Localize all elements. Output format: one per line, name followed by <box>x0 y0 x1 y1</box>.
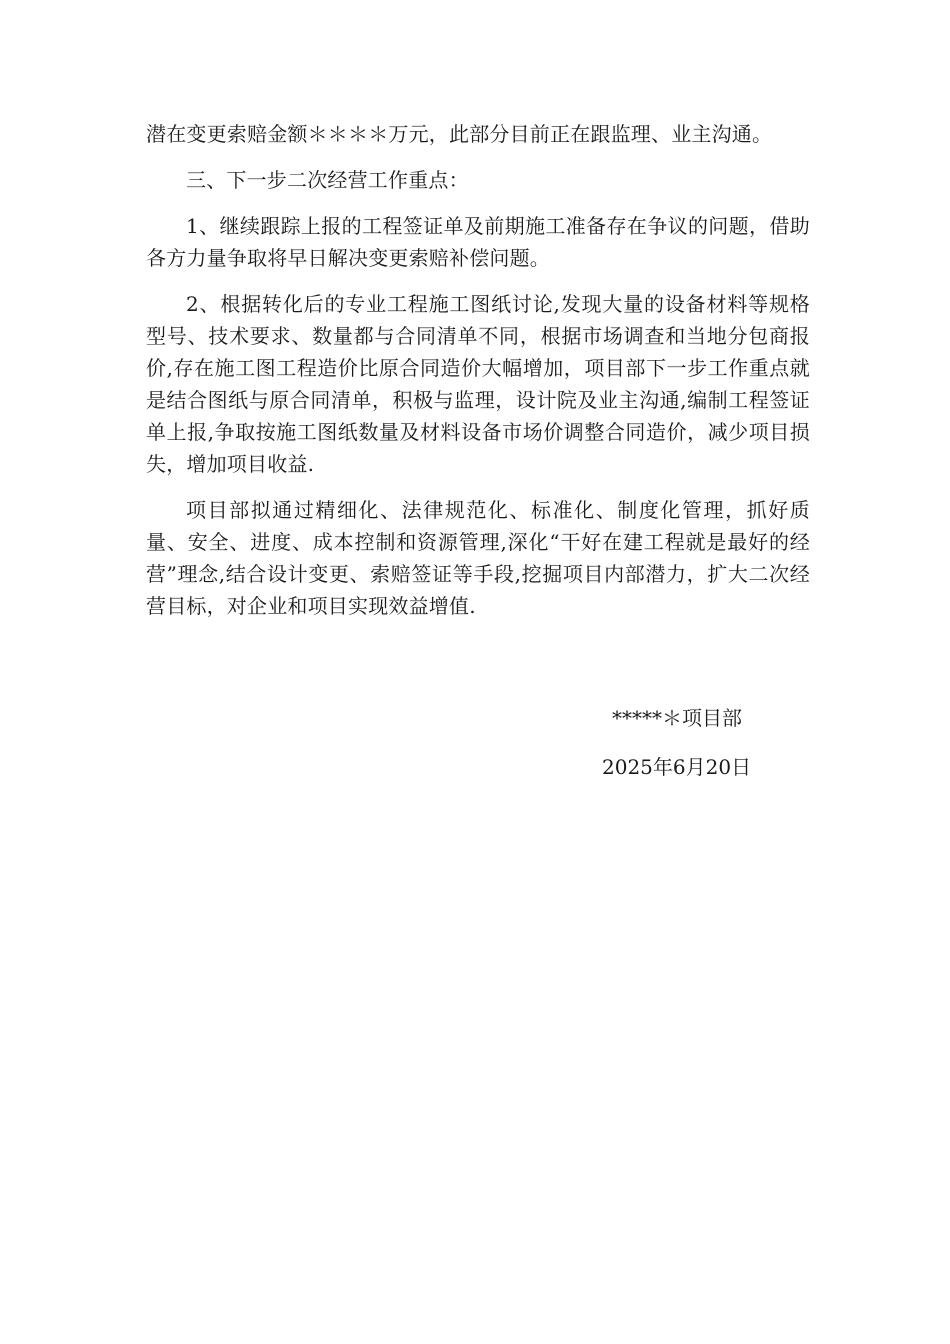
paragraph-summary: 项目部拟通过精细化、法律规范化、标准化、制度化管理，抓好质量、安全、进度、成本控制和资源管理,深化“干好在建工程就是最好的经营”理念,结合设计变更、索赔签证等手段,挖掘项目内部潜力，扩大二次经营目标，对企业和项目实现效益增值. <box>146 498 810 618</box>
paragraph-claim-amount: 潜在变更索赔金额＊＊＊＊万元，此部分目前正在跟监理、业主沟通。 <box>146 122 773 146</box>
document-body <box>146 118 810 636</box>
signature-department: *****＊项目部 <box>612 706 742 730</box>
section-heading-next-steps: 三、下一步二次经营工作重点： <box>186 168 469 192</box>
paragraph-item-1: 1、继续跟踪上报的工程签证单及前期施工准备存在争议的问题，借助各方力量争取将早日解决变更索赔补偿问题。 <box>146 214 810 270</box>
signature-date: 2025年6月20日 <box>602 755 752 779</box>
paragraph-item-2: 2、根据转化后的专业工程施工图纸讨论,发现大量的设备材料等规格型号、技术要求、数量都与合同清单不同，根据市场调查和当地分包商报价,存在施工图工程造价比原合同造价大幅增加，项目部下一步工作重点就是结合图纸与原合同清单，积极与监理，设计院及业主沟通,编制工程签证单上报,争取按施工图纸数量及材料设备市场价调整合同造价，减少项目损失，增加项目收益. <box>146 292 810 476</box>
